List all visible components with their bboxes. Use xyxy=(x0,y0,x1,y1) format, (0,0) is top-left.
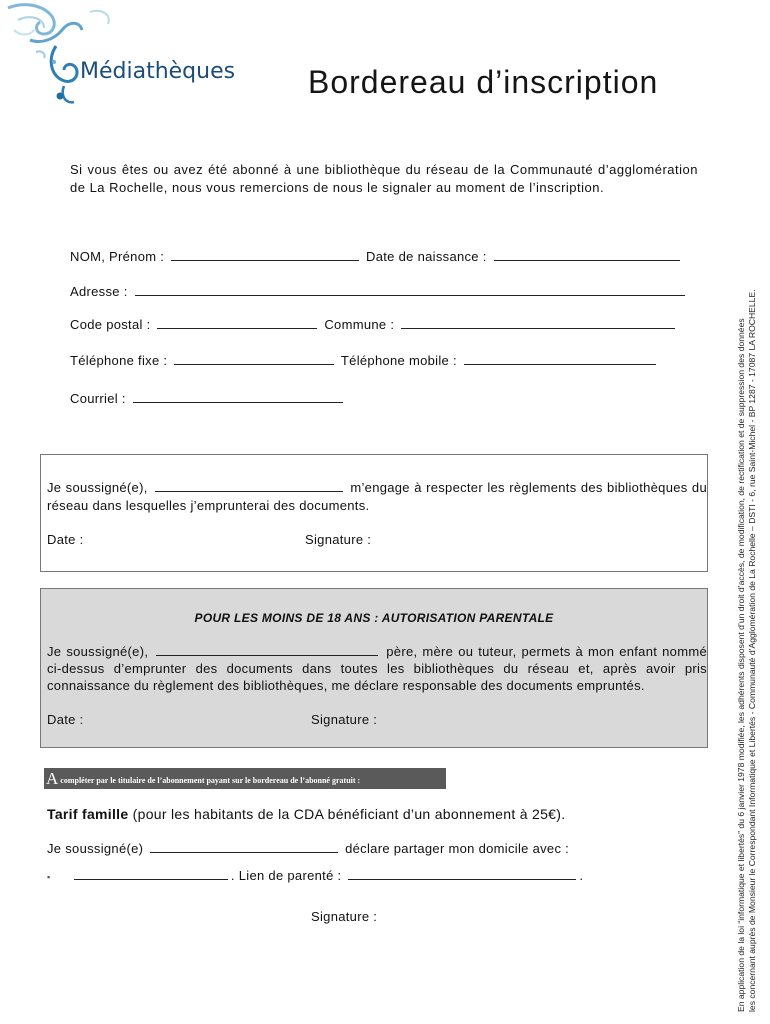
lien-field[interactable] xyxy=(348,867,576,880)
tel-fixe-field[interactable] xyxy=(174,352,334,365)
tarif-famille-detail: (pour les habitants de la CDA bénéficiant d’un abonnement à 25€). xyxy=(128,806,566,822)
tel-fixe-label: Téléphone fixe : xyxy=(70,353,168,368)
page-title: Bordereau d’inscription xyxy=(308,64,659,100)
engagement-signature-label: Signature : xyxy=(305,532,372,547)
family-suffix: déclare partager mon domicile avec : xyxy=(345,841,570,856)
band-text: compléter par le titulaire de l’abonnement payant sur le bordereau de l’abonné gratuit : xyxy=(58,776,361,785)
courriel-row xyxy=(70,390,346,406)
engagement-prefix: Je soussigné(e), xyxy=(47,480,148,495)
cp-field[interactable] xyxy=(157,316,317,329)
engagement-name-field[interactable] xyxy=(155,479,343,492)
lien-end: . xyxy=(579,868,584,883)
tarif-famille-line xyxy=(47,806,565,822)
parental-name-field[interactable] xyxy=(156,643,378,656)
courriel-field[interactable] xyxy=(133,390,343,403)
legal-note-line-2: les concernant auprès de Monsieur le Correspondant Informatique et Libertés - Communauté d’Agglomération de La Rochelle – DSTI - 6, rue Saint-Michel - BP 1287 - 17087 LA ROCHELLE. xyxy=(747,289,757,1012)
family-prefix: Je soussigné(e) xyxy=(47,841,144,856)
intro-paragraph: Si vous êtes ou avez été abonné à une bibliothèque du réseau de la Communauté d’agglomération de La Rochelle, nous vous remercions de nous le signaler au moment de l’inscription. xyxy=(70,162,698,195)
family-member-row xyxy=(47,867,583,883)
tarif-famille-title: Tarif famille xyxy=(47,806,129,822)
parental-text: père, mère ou tuteur, permets à mon enfant nommé ci-dessus d’emprunter des documents dans toutes les bibliothèques du réseau et, après avoir pris connaissance du règlement des bibliothèques, me déclare responsable des documents empruntés. xyxy=(47,644,707,693)
commune-label: Commune : xyxy=(324,317,395,332)
engagement-date-label: Date : xyxy=(47,532,84,547)
family-signature-label: Signature : xyxy=(311,909,378,924)
cp-commune-row xyxy=(70,316,678,332)
lien-label: . Lien de parenté : xyxy=(230,868,342,883)
nom-field[interactable] xyxy=(171,248,359,261)
family-name-field[interactable] xyxy=(150,840,338,853)
courriel-label: Courriel : xyxy=(70,391,126,406)
payer-instruction-band xyxy=(44,768,446,789)
naissance-label: Date de naissance : xyxy=(366,249,487,264)
parental-paragraph xyxy=(47,643,707,694)
nom-label: NOM, Prénom : xyxy=(70,249,165,264)
adresse-label: Adresse : xyxy=(70,284,128,299)
nom-naissance-row xyxy=(70,248,683,264)
tel-mobile-field[interactable] xyxy=(464,352,656,365)
bullet-icon: ▪ xyxy=(47,872,51,882)
family-declaration-row xyxy=(47,840,569,856)
parental-heading: POUR LES MOINS DE 18 ANS : AUTORISATION PARENTALE xyxy=(194,611,554,625)
legal-note-line-1: En application de la loi “informatique et libertés” du 6 janvier 1978 modifiée, les adhérents disposent d’un droit d’accès, de modification, de rectification et de suppression des données xyxy=(736,318,746,1012)
parental-signature-label: Signature : xyxy=(311,712,378,727)
band-initial: A xyxy=(46,769,59,788)
legal-side-note xyxy=(736,162,758,1012)
cp-label: Code postal : xyxy=(70,317,151,332)
tel-mobile-label: Téléphone mobile : xyxy=(340,353,457,368)
naissance-field[interactable] xyxy=(494,248,680,261)
commune-field[interactable] xyxy=(401,316,675,329)
mediatheques-logo-swirl-icon xyxy=(0,0,130,110)
engagement-paragraph xyxy=(47,479,707,515)
adresse-field[interactable] xyxy=(135,283,685,296)
logo-wordmark: Médiathèques xyxy=(80,59,236,84)
adresse-row xyxy=(70,283,688,299)
parental-date-label: Date : xyxy=(47,712,84,727)
engagement-text: m’engage à respecter les règlements des bibliothèques du réseau dans lesquelles j’emprunterai des documents. xyxy=(47,480,707,513)
family-member-field[interactable] xyxy=(74,867,228,880)
telephone-row xyxy=(70,352,659,368)
parental-prefix: Je soussigné(e), xyxy=(47,644,149,659)
